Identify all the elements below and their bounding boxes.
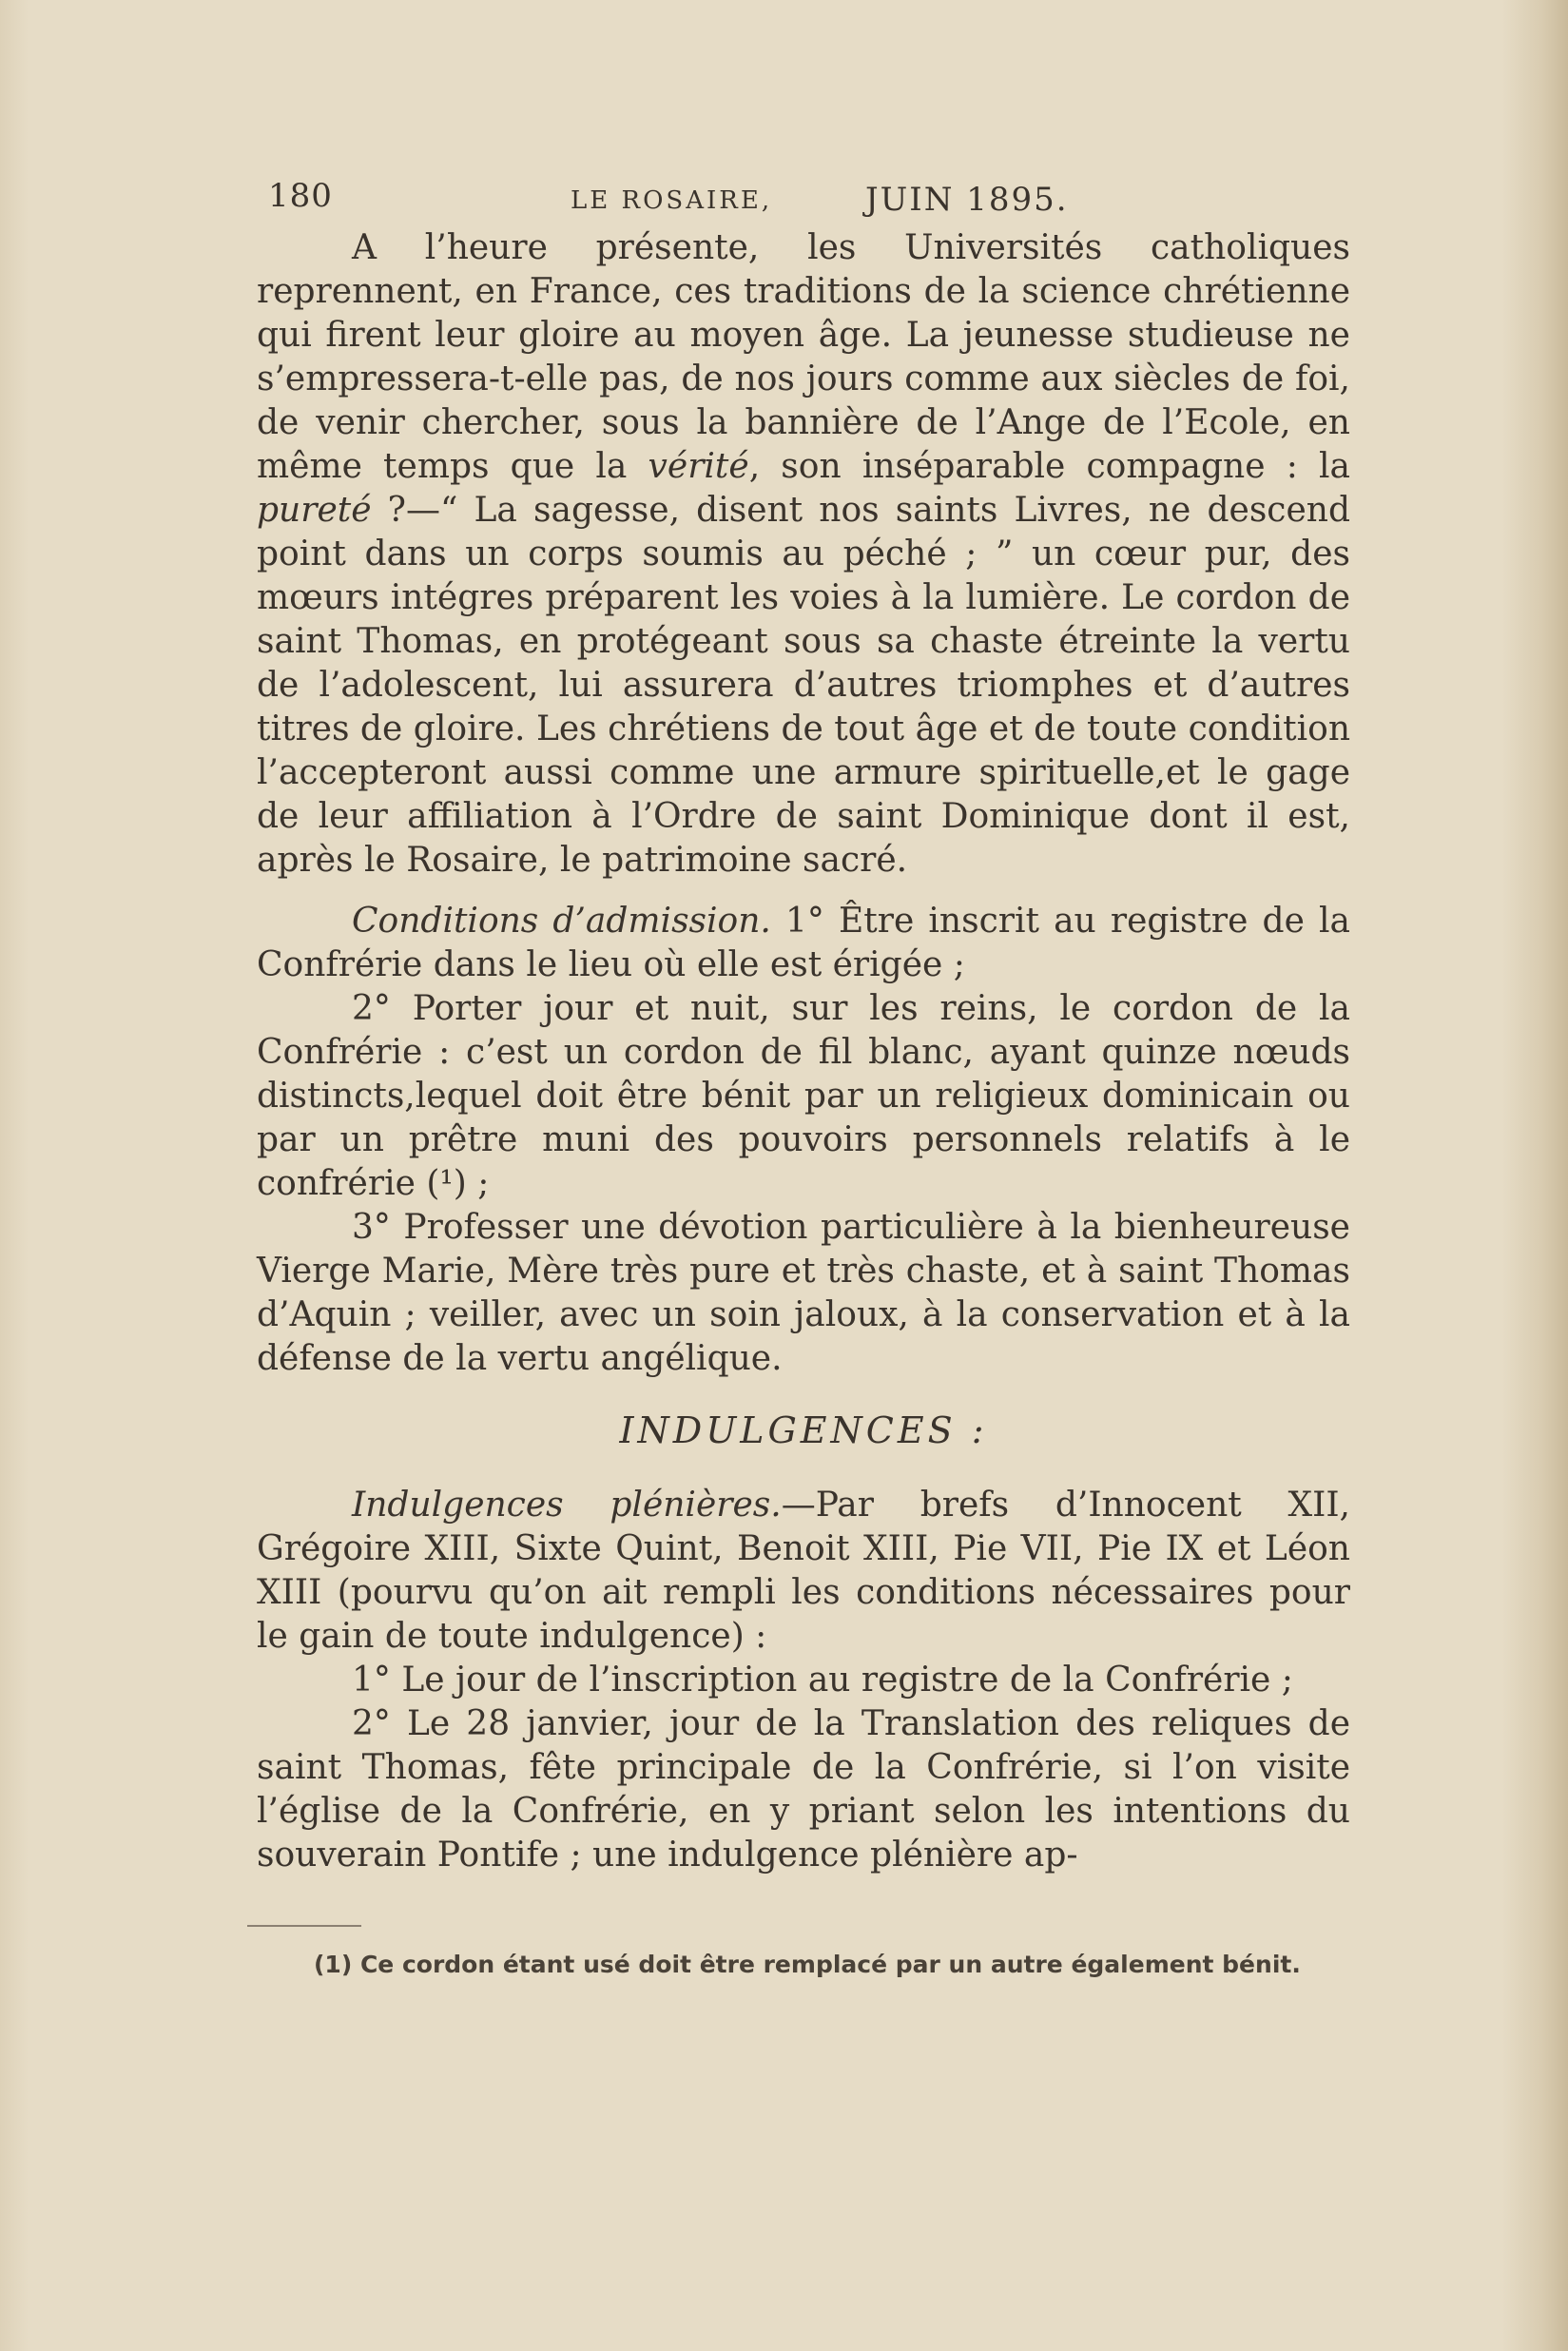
indulgence-1-text: 1° Le jour de l’inscription au registre de la Confrérie ; bbox=[352, 1661, 1293, 1700]
indulgences-plenieres-heading: Indulgences plénières. bbox=[352, 1486, 782, 1525]
issue-date: JUIN 1895. bbox=[865, 181, 1069, 219]
indulgences-plenieres-text: —Par brefs d’Innocent XII, Grégoire XIII, Sixte Quint, Benoit XIII, Pie VII, Pie IX et Léon XIII (pourvu qu’on ait rempli les conditions nécessaires pour le gain de toute indulgence) : bbox=[257, 1486, 1350, 1656]
intro-text-3: ?—“ La sagesse, disent nos saints Livres, ne descend point dans un corps soumis au péché ; ” un cœur pur, des mœurs intégres préparent les voies à la lumière. Le cordon de saint Thomas, en protégeant sous sa chaste étreinte la vertu de l’adolescent, lui assurera d’autres triomphes et d’autres titres de gloire. Les chrétiens de tout âge et de toute condition l’accepteront aussi comme une armure spirituelle,et le gage de leur affiliation à l’Ordre de saint Dominique dont il est, après le Rosaire, le patrimoine sacré. bbox=[257, 491, 1350, 880]
condition-2-text: 2° Porter jour et nuit, sur les reins, le cordon de la Confrérie : c’est un cordon de fil blanc, ayant quinze nœuds distincts,lequel doit être bénit par un religieux dominicain ou par un prêtre muni des pouvoirs personnels relatifs à le confrérie (¹) ; bbox=[257, 989, 1350, 1203]
condition-1-text: 1° Être inscrit au registre de la Confrérie dans le lieu où elle est érigée ; bbox=[257, 902, 1350, 984]
intro-text-1: A l’heure présente, les Universités catholiques reprennent, en France, ces traditions de la science chrétienne qui firent leur gloire au moyen âge. La jeunesse studieuse ne s’empressera-t-elle pas, de nos jours comme aux siècles de foi, de venir chercher, sous la bannière de l’Ange de l’Ecole, en même temps que la bbox=[257, 228, 1350, 486]
paragraph-intro bbox=[257, 226, 1350, 883]
page-number: 180 bbox=[268, 177, 333, 215]
paragraph-condition-2 bbox=[257, 987, 1350, 1206]
section-heading-indulgences: INDULGENCES : bbox=[619, 1409, 988, 1451]
intro-text-2: , son inséparable compagne : la bbox=[748, 447, 1350, 486]
page-text-block bbox=[257, 169, 1350, 1982]
paragraph-indulgence-2 bbox=[257, 1702, 1350, 1877]
paragraph-indulgence-1 bbox=[257, 1659, 1350, 1702]
running-head bbox=[257, 169, 1350, 226]
paragraph-condition-3 bbox=[257, 1206, 1350, 1381]
footnote-divider bbox=[247, 1925, 361, 1927]
indulgence-2-text: 2° Le 28 janvier, jour de la Translation des reliques de saint Thomas, fête principale de la Confrérie, si l’on visite l’église de la Confrérie, en y priant selon les intentions du souverain Pontife ; une indulgence plénière ap- bbox=[257, 1704, 1350, 1875]
footnote: (1) Ce cordon étant usé doit être remplacé par un autre également bénit. bbox=[314, 1951, 1301, 1978]
intro-emphasis-purete: pureté bbox=[257, 491, 372, 530]
condition-3-text: 3° Professer une dévotion particulière à la bienheureuse Vierge Marie, Mère très pure et très chaste, et à saint Thomas d’Aquin ; veiller, avec un soin jaloux, à la conservation et à la défense de la vertu angélique. bbox=[257, 1208, 1350, 1378]
conditions-heading: Conditions d’admission. bbox=[352, 902, 771, 941]
paragraph-conditions bbox=[257, 900, 1350, 987]
paragraph-indulgences-plenieres bbox=[257, 1484, 1350, 1659]
page-edge-right bbox=[1501, 0, 1568, 2351]
journal-title: LE ROSAIRE, bbox=[571, 186, 773, 215]
page-shadow-left bbox=[0, 0, 29, 2351]
intro-emphasis-verite: vérité bbox=[648, 447, 749, 486]
